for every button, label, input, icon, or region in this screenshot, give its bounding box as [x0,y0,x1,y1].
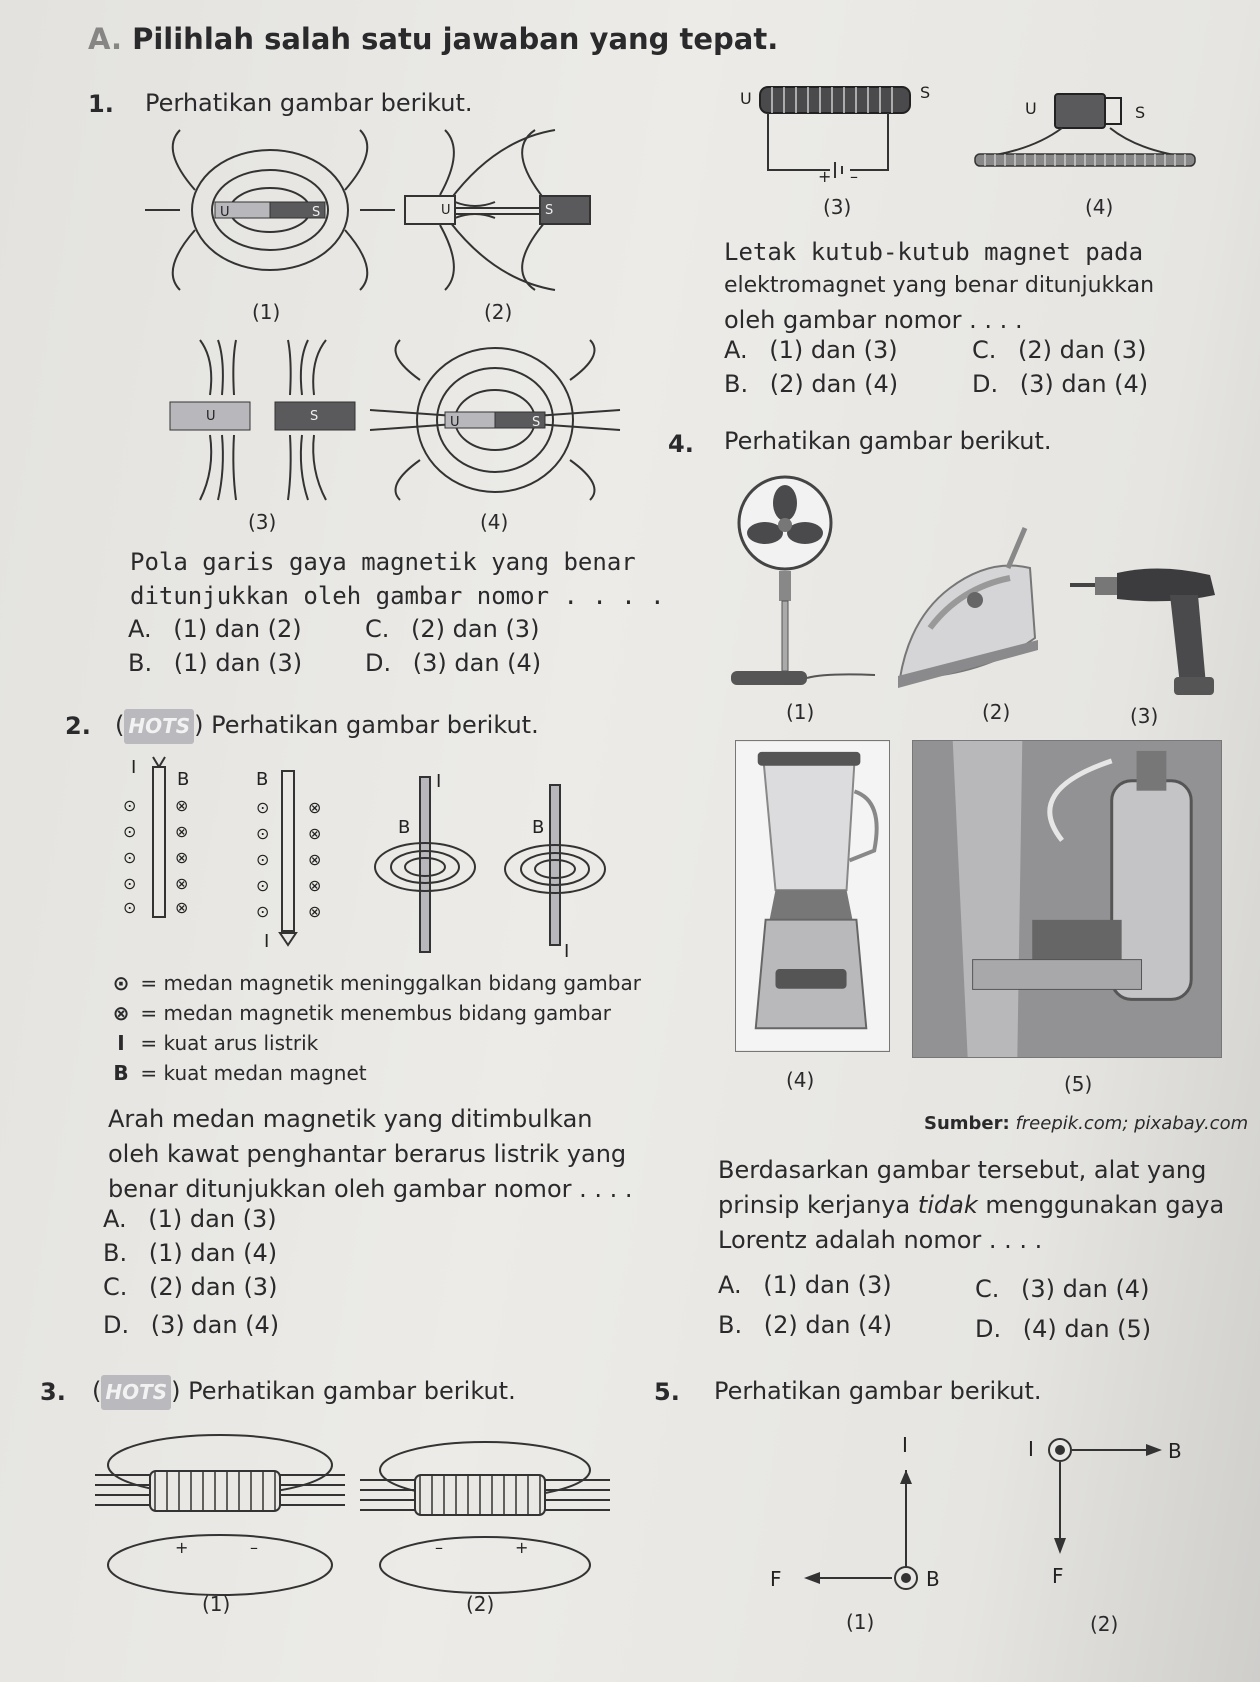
q4-question-emphasis: tidak [917,1191,978,1219]
q3-hots-badge: HOTS [101,1375,171,1410]
q2-legend-current-text: = kuat arus listrik [140,1031,319,1055]
q4-option-c-text: (3) dan (4) [1021,1275,1150,1303]
q2-question [108,1102,633,1207]
q1-fig1-south: S [312,205,321,220]
q3-coil1-plus: + [175,1538,189,1557]
q1-figure-2 [405,130,590,290]
q3-fig3-minus: – [850,167,858,186]
q2-prompt: Perhatikan gambar berikut. [211,711,539,739]
q4-option-b-letter: B. [718,1311,743,1339]
svg-text:⊗: ⊗ [175,898,189,917]
q4-prompt: Perhatikan gambar berikut. [724,427,1052,455]
q2-number: 2. [65,712,91,740]
q4-question [718,1153,1238,1258]
q2-option-d-text: (3) dan (4) [150,1311,280,1339]
q4-fig1-label: (1) [786,700,815,724]
q1-option-c-text: (2) dan (3) [411,615,540,643]
q3-option-d-text: (3) dan (4) [1019,370,1149,398]
q4-fig2-label: (2) [982,700,1011,724]
q1-option-d-letter: D. [365,649,392,677]
q4-option-b[interactable] [718,1308,892,1342]
q1-fig3-label: (3) [248,510,277,534]
q3-fig3-pole-u: U [740,89,752,108]
q1-number: 1. [88,90,114,118]
q5-fig2-label: (2) [1090,1612,1119,1636]
q4-question-line-2a: prinsip kerjanya [718,1191,911,1219]
q3-fig4-pole-u: U [1025,99,1037,118]
q5-fig2-current: I [1028,1437,1034,1461]
q2-option-d[interactable] [103,1308,279,1342]
q1-fig4-south: S [532,415,541,430]
svg-text:⊗: ⊗ [308,824,322,843]
q2-prompt-row: ( HOTS ) Perhatikan gambar berikut. [115,708,539,744]
q4-iron-illustration [890,528,1040,688]
q2-legend-field-text: = kuat medan magnet [140,1061,367,1085]
q1-option-b[interactable] [128,646,302,680]
q2-option-b[interactable] [103,1236,277,1270]
q1-fig2-label: (2) [484,300,513,324]
svg-text:⊗: ⊗ [175,822,189,841]
svg-text:⊙: ⊙ [123,822,137,841]
q4-fig3-label: (3) [1130,704,1159,728]
q3-question-line-3: oleh gambar nomor . . . . [724,306,1023,334]
q2-option-c[interactable] [103,1270,277,1304]
q2-figure-4 [500,765,610,965]
svg-text:⊙: ⊙ [256,824,270,843]
q1-figure-3 [170,340,355,500]
q5-fig1-field: B [926,1567,940,1591]
svg-text:⊗: ⊗ [175,874,189,893]
q5-figure-2 [1020,1430,1190,1590]
q3-option-a-letter: A. [724,336,748,364]
q3-option-b-text: (2) dan (4) [769,370,899,398]
q4-drill-illustration [1070,565,1220,700]
q4-source-label: Sumber: [924,1113,1010,1134]
cross-symbol-icon: ⊗ [112,1001,130,1025]
q1-prompt: Perhatikan gambar berikut. [145,89,473,117]
section-heading-text: Pilihlah salah satu jawaban yang tepat. [132,22,779,56]
q1-option-a[interactable] [128,612,302,646]
q5-number: 5. [654,1378,680,1406]
q3-fig3-pole-s: S [920,83,931,102]
q1-option-b-letter: B. [128,649,153,677]
q3-fig3-plus: + [818,167,832,186]
q4-option-d-letter: D. [975,1315,1002,1343]
q1-option-c[interactable] [365,612,539,646]
q1-fig1-north: U [220,205,230,220]
q2-legend-current-symbol: I [117,1031,125,1055]
q3-fig1-label: (1) [202,1592,231,1616]
q3-coil-2 [360,1435,610,1600]
q2-option-d-letter: D. [103,1311,130,1339]
q3-fig3-label: (3) [823,195,852,219]
svg-text:⊙: ⊙ [256,850,270,869]
svg-text:⊙: ⊙ [256,902,270,921]
q4-question-line-1: Berdasarkan gambar tersebut, alat yang [718,1156,1207,1184]
q3-question-line-2: elektromagnet yang benar ditunjukkan [724,273,1155,298]
q2-fig3-current: I [436,771,442,792]
q2-figure-2 [250,765,340,950]
q3-question-line-1: Letak kutub-kutub magnet pada [724,238,1144,266]
q1-fig4-label: (4) [480,510,509,534]
q4-fig4-label: (4) [786,1068,815,1092]
q4-option-a-text: (1) dan (3) [763,1271,892,1299]
q2-legend-field [108,1058,641,1088]
q3-coil2-minus: – [435,1538,443,1557]
svg-text:⊗: ⊗ [308,850,322,869]
svg-text:⊙: ⊙ [256,798,270,817]
q2-fig2-field: B [256,769,269,790]
q2-option-c-text: (2) dan (3) [149,1273,278,1301]
q2-fig1-current: I [131,757,137,778]
q1-fig3-south: S [310,409,319,424]
q4-question-line-3: Lorentz adalah nomor . . . . [718,1226,1043,1254]
q1-figure-4 [370,340,620,500]
section-marker: A. [88,22,122,56]
svg-text:⊙: ⊙ [123,874,137,893]
q3-option-c-text: (2) dan (3) [1018,336,1147,364]
q3-coil2-plus: + [515,1538,529,1557]
q3-option-a[interactable] [724,333,898,367]
q3-fig4-label: (4) [1085,195,1114,219]
q1-option-a-letter: A. [128,615,152,643]
q2-legend-field-symbol: B [113,1061,129,1085]
q3-option-b[interactable] [724,367,898,401]
q2-fig2-current: I [264,931,270,952]
q2-fig1-field: B [177,769,190,790]
svg-text:⊙: ⊙ [123,796,137,815]
q2-question-line-3: benar ditunjukkan oleh gambar nomor . . . . [108,1175,633,1203]
q2-legend-dot-text: = medan magnetik meninggalkan bidang gambar [140,971,641,995]
q4-question-line-2b: menggunakan gaya [985,1191,1225,1219]
svg-text:⊗: ⊗ [175,848,189,867]
q3-option-c[interactable] [972,333,1146,367]
q2-hots-badge: HOTS [124,709,194,744]
q4-source [924,1113,1248,1134]
q1-question-line-2: ditunjukkan oleh gambar nomor . . . . [130,582,665,610]
q3-question [724,235,1154,337]
q5-fig1-current: I [902,1433,908,1457]
q1-option-b-text: (1) dan (3) [173,649,303,677]
q3-option-a-text: (1) dan (3) [769,336,898,364]
q1-option-d-text: (3) dan (4) [412,649,542,677]
q5-fig2-force: F [1052,1564,1064,1588]
q2-option-a-letter: A. [103,1205,127,1233]
q4-option-b-text: (2) dan (4) [763,1311,893,1339]
q3-coil-3 [740,72,940,186]
q2-option-b-text: (1) dan (4) [148,1239,278,1267]
q5-fig2-field: B [1168,1439,1182,1463]
q1-fig2-south: S [545,203,554,218]
q2-legend-current [108,1028,641,1058]
q2-legend-cross-text: = medan magnetik menembus bidang gambar [140,1001,611,1025]
svg-text:⊗: ⊗ [308,902,322,921]
q1-figure-1 [140,130,400,290]
q4-blender-photo [735,740,890,1052]
q4-fig5-label: (5) [1064,1072,1093,1096]
q3-option-d[interactable] [972,367,1148,401]
q4-question-line-2 [718,1188,1238,1223]
svg-text:⊙: ⊙ [256,876,270,895]
q2-legend [108,968,641,1088]
q1-question-line-1: Pola garis gaya magnetik yang benar [130,548,636,576]
svg-text:⊗: ⊗ [308,798,322,817]
q2-fig4-field: B [532,817,545,838]
q4-dynamo-photo [912,740,1222,1058]
q2-legend-dot [108,968,641,998]
q5-prompt: Perhatikan gambar berikut. [714,1377,1042,1405]
svg-text:⊙: ⊙ [123,898,137,917]
q3-coil-4 [970,82,1200,192]
q1-fig1-label: (1) [252,300,281,324]
q3-number: 3. [40,1378,66,1406]
q2-question-line-2: oleh kawat penghantar berarus listrik yang [108,1140,627,1168]
q3-option-b-letter: B. [724,370,749,398]
q2-fig3-field: B [398,817,411,838]
q3-option-c-letter: C. [972,336,997,364]
q2-option-b-letter: B. [103,1239,128,1267]
svg-text:⊗: ⊗ [175,796,189,815]
q4-option-d-text: (4) dan (5) [1022,1315,1152,1343]
q1-option-a-text: (1) dan (2) [173,615,302,643]
q4-number: 4. [668,430,694,458]
q3-prompt-row: ( HOTS ) Perhatikan gambar berikut. [92,1374,516,1410]
svg-text:⊗: ⊗ [308,876,322,895]
q4-fan-illustration [725,475,840,690]
q4-option-a-letter: A. [718,1271,742,1299]
q4-option-c[interactable] [975,1272,1149,1306]
q3-coil-1 [95,1425,345,1600]
section-heading [88,22,778,56]
q5-fig1-label: (1) [846,1610,875,1634]
q3-option-d-letter: D. [972,370,999,398]
dot-symbol-icon: ⊙ [112,971,130,995]
q4-source-text: freepik.com; pixabay.com [1015,1113,1249,1134]
q2-option-a[interactable] [103,1202,277,1236]
q3-coil1-minus: – [250,1538,258,1557]
q1-option-d[interactable] [365,646,541,680]
q4-option-c-letter: C. [975,1275,1000,1303]
q3-fig4-pole-s: S [1135,103,1146,122]
q2-option-c-letter: C. [103,1273,128,1301]
q2-figure-3 [370,765,480,955]
q5-figure-1 [770,1430,960,1595]
q2-legend-cross [108,998,641,1028]
q1-fig4-north: U [450,415,460,430]
q4-option-d[interactable] [975,1312,1151,1346]
q2-option-a-text: (1) dan (3) [148,1205,277,1233]
q2-question-line-1: Arah medan magnetik yang ditimbulkan [108,1105,593,1133]
svg-text:⊙: ⊙ [123,848,137,867]
q5-fig1-force: F [770,1567,782,1591]
q3-prompt: Perhatikan gambar berikut. [188,1377,516,1405]
q2-figure-1 [115,755,205,920]
q3-fig2-label: (2) [466,1592,495,1616]
q1-fig2-north: U [441,203,451,218]
q1-fig3-north: U [206,409,216,424]
q1-option-c-letter: C. [365,615,390,643]
q2-fig4-current: I [564,941,570,962]
q4-option-a[interactable] [718,1268,892,1302]
q1-question [130,545,665,613]
